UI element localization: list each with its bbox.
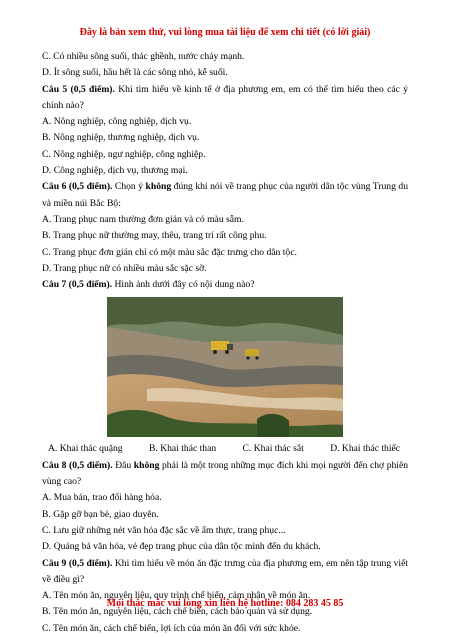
question-7 [42, 277, 408, 293]
option-d: D. Ít sông suối, hầu hết là các sông nhỏ, kễ suối. [42, 67, 228, 79]
question-text-pre: Chọn ý [112, 181, 146, 193]
option-c: C. Khai thác sắt [242, 443, 304, 455]
option-b: B. Trang phục nữ thường may, thêu, trang trí rất công phu. [42, 230, 267, 242]
question-label: Câu 7 (0,5 điểm). [42, 279, 113, 291]
question-label: Câu 6 (0,5 điểm). [42, 181, 113, 193]
option-c: C. Tên món ăn, cách chế biến, lợi ích của món ăn đối với sức khỏe. [42, 622, 301, 634]
question-9 [42, 556, 408, 589]
option-a: A. Mua bán, trao đổi hàng hóa. [42, 492, 162, 504]
question-5 [42, 82, 408, 115]
option-d: D. Công nghiệp, dịch vụ, thương mại. [42, 165, 188, 177]
question-text: Khi tìm hiểu về kinh tế ở địa phương em, em có thể tìm hiểu theo các ý chính nào? [42, 83, 408, 111]
option-c: C. Trang phục đơn giản chỉ có một màu sắc đặc trưng cho dân tộc. [42, 246, 297, 258]
option-b: B. Nông nghiệp, thương nghiệp, dịch vụ. [42, 132, 200, 144]
question-label: Câu 9 (0,5 điểm). [42, 557, 113, 569]
preview-banner: Đây là bản xem thử, vui lòng mua tài liệu để xem chi tiết (có lời giải) [79, 27, 371, 38]
option-c: C. Có nhiều sông suối, thác ghềnh, nước chảy mạnh. [42, 51, 245, 62]
question-7-options [42, 441, 408, 457]
mining-photo-wrapper [42, 297, 408, 437]
keyword-not: không [133, 459, 160, 471]
option-d: D. Khai thác thiếc [330, 443, 400, 455]
question-text: Khi tìm hiểu về món ăn đặc trưng của địa phương em, em nên tập trung viết về điều gì? [42, 557, 408, 585]
question-6 [42, 179, 408, 212]
question-8 [42, 458, 408, 491]
keyword-not: không [145, 181, 172, 193]
option-d: D. Quảng bá văn hóa, vẻ đẹp trang phục của dân tộc mình đến du khách. [42, 541, 321, 553]
question-text: Hình ảnh dưới đây có nội dung nào? [112, 279, 255, 291]
question-text-post: đúng khi nói về trang phục của người dân tộc vùng Trung du và miền núi Bắc Bộ: [42, 181, 408, 209]
option-b: B. Tên món ăn, nguyên liệu, cách chế biến, cách bảo quản và sử dụng. [42, 606, 313, 618]
question-text-post: phải là một trong những mục đích khi mọi người đến chợ phiên vùng cao? [42, 459, 409, 488]
question-label: Câu 5 (0,5 điểm). [42, 83, 115, 95]
mining-photo [107, 297, 343, 437]
question-text-pre: Đâu [112, 459, 134, 471]
option-a: A. Khai thác quặng [48, 443, 123, 455]
option-d: D. Trang phục nữ có nhiều màu sắc sặc sỡ. [42, 262, 207, 274]
hotline-banner: Mọi thắc mắc vui lòng xin liên hệ hotline: 084 283 45 85 [106, 598, 344, 609]
option-b: B. Gặp gỡ bạn bè, giao duyên. [42, 508, 159, 520]
option-a: A. Trang phục nam thường đơn giản và có màu sẫm. [42, 213, 244, 225]
option-c: C. Nông nghiệp, ngư nghiệp, công nghiệp. [42, 148, 206, 160]
option-b: B. Khai thác than [149, 443, 217, 455]
document-body [42, 49, 408, 637]
bush [257, 414, 289, 437]
option-a: A. Tên món ăn, nguyên liệu, quy trình chế biến, cảm nhận về món ăn. [42, 590, 311, 602]
option-a: A. Nông nghiệp, công nghiệp, dịch vụ. [42, 116, 192, 128]
option-c: C. Lưu giữ những nét văn hóa đặc sắc về ẩm thực, trang phục... [42, 524, 286, 536]
question-label: Câu 8 (0,5 điểm). [42, 459, 113, 471]
